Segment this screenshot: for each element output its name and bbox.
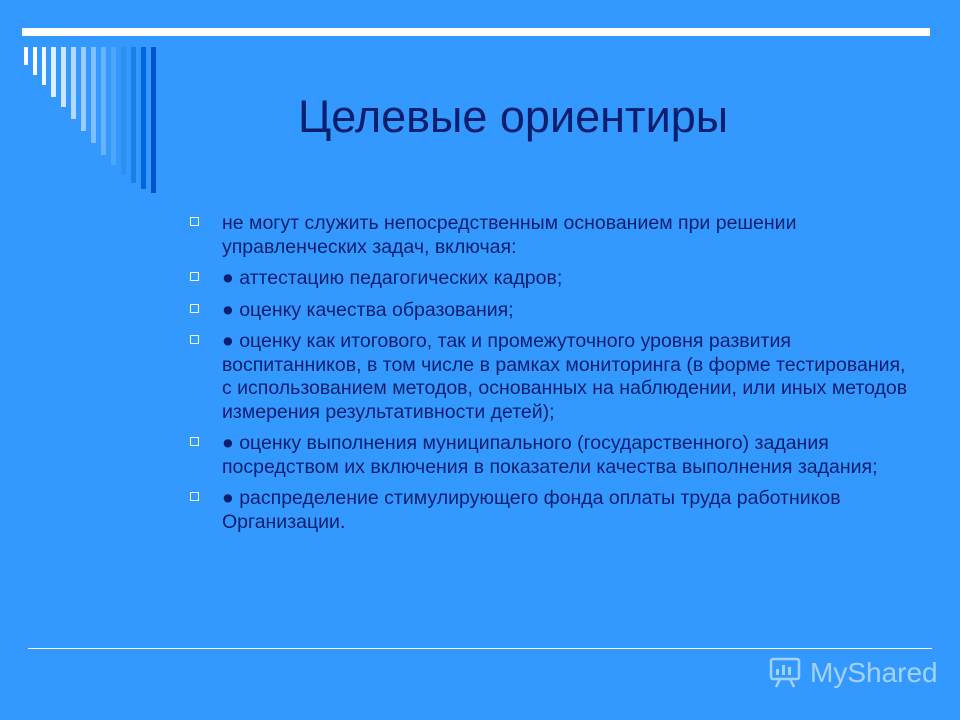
square-bullet-icon (190, 437, 199, 446)
bullet-item (188, 487, 908, 534)
bullet-text: ● аттестацию педагогических кадров; (222, 267, 563, 289)
presentation-board-icon (768, 656, 802, 690)
stripe (141, 47, 146, 189)
bullet-text: не могут служить непосредственным основанием при решении управленческих задач, включая: (222, 212, 797, 258)
square-bullet-icon (190, 304, 199, 313)
stripe (121, 47, 126, 175)
stripe (33, 47, 37, 75)
watermark-text: MyShared (810, 657, 938, 688)
bottom-rule (28, 648, 932, 649)
top-rule (22, 28, 930, 36)
bullet-item (188, 432, 908, 479)
stripe (91, 47, 96, 143)
stripe (61, 47, 66, 107)
bullet-text: ● оценку качества образования; (222, 298, 514, 321)
stripe (71, 47, 76, 119)
bullet-item (188, 267, 908, 291)
stripe (81, 47, 86, 131)
square-bullet-icon (190, 217, 199, 226)
stripe (101, 47, 106, 155)
stripe (131, 47, 136, 183)
square-bullet-icon (190, 272, 199, 281)
bullet-text: ● оценку как итогового, так и промежуточного уровня развития воспитанников, в том числе в рамках мониторинга (в форме тестирования, с использованием методов, основанных на наблюдении, или иных методов измерения результативности детей); (222, 330, 908, 423)
stripe (51, 47, 56, 97)
slide-title: Целевые ориентиры (298, 91, 729, 142)
myshared-watermark (768, 656, 938, 690)
stripe (24, 47, 28, 65)
square-bullet-icon (190, 335, 199, 344)
bullet-list (188, 212, 908, 542)
bullet-text: ● оценку выполнения муниципального (государственного) задания посредством их включения в показатели качества выполнения задания; (222, 432, 878, 478)
bullet-item (188, 299, 908, 323)
stripe (111, 47, 116, 165)
stripe (151, 47, 156, 193)
stripe (42, 47, 46, 85)
bullet-item (188, 212, 908, 259)
bullet-item (188, 330, 908, 424)
bullet-text: ● распределение стимулирующего фонда оплаты труда работников Организации. (222, 487, 841, 533)
square-bullet-icon (190, 492, 199, 501)
